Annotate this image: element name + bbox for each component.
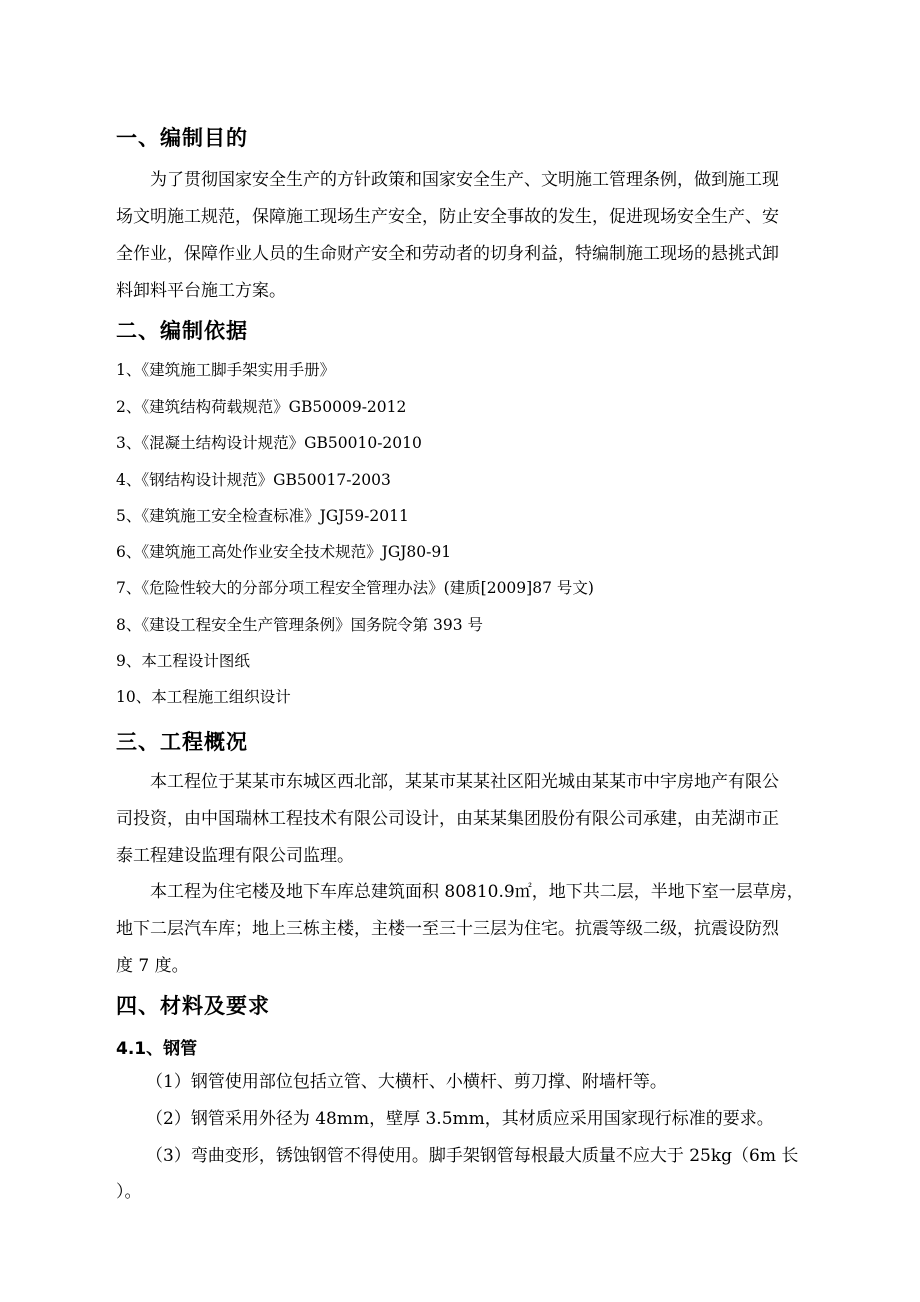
list-item: 8、《建设工程安全生产管理条例》国务院令第 393 号 bbox=[116, 616, 484, 634]
list-item: （3）弯曲变形，锈蚀钢管不得使用。脚手架钢管每根最大质量不应大于 25kg（6m 长 bbox=[146, 1146, 799, 1166]
list-item: 4、《钢结构设计规范》GB50017-2003 bbox=[116, 471, 391, 489]
list-item: 3、《混凝土结构设计规范》GB50010-2010 bbox=[116, 434, 422, 452]
section-heading-basis: 二、编制依据 bbox=[116, 319, 248, 343]
section-heading-purpose: 一、编制目的 bbox=[116, 126, 248, 150]
paragraph-line: 料卸料平台施工方案。 bbox=[116, 281, 286, 301]
section-heading-materials: 四、材料及要求 bbox=[116, 994, 270, 1018]
paragraph-line: 司投资，由中国瑞林工程技术有限公司设计，由某某集团股份有限公司承建，由芜湖市正 bbox=[116, 809, 779, 829]
paragraph-line: 全作业，保障作业人员的生命财产安全和劳动者的切身利益，特编制施工现场的悬挑式卸 bbox=[116, 244, 779, 264]
list-item: 9、本工程设计图纸 bbox=[116, 652, 250, 670]
paragraph-line: 场文明施工规范，保障施工现场生产安全，防止安全事故的发生，促进现场安全生产、安 bbox=[116, 207, 779, 227]
paragraph-line: 度 7 度。 bbox=[116, 956, 189, 976]
list-item: （1）钢管使用部位包括立管、大横杆、小横杆、剪刀撑、附墙杆等。 bbox=[146, 1072, 667, 1092]
paragraph-line: 本工程位于某某市东城区西北部，某某市某某社区阳光城由某某市中宇房地产有限公 bbox=[150, 772, 779, 792]
list-item: 6、《建筑施工高处作业安全技术规范》JGJ80-91 bbox=[116, 543, 452, 561]
paragraph-line: 地下二层汽车库；地上三栋主楼，主楼一至三十三层为住宅。抗震等级二级，抗震设防烈 bbox=[116, 919, 779, 939]
subsection-heading-steel-pipe: 4.1、钢管 bbox=[116, 1039, 198, 1059]
section-heading-overview: 三、工程概况 bbox=[116, 730, 248, 754]
list-item: 7、《危险性较大的分部分项工程安全管理办法》(建质[2009]87 号文) bbox=[116, 579, 594, 597]
list-item: 2、《建筑结构荷载规范》GB50009-2012 bbox=[116, 398, 407, 416]
paragraph-line: 为了贯彻国家安全生产的方针政策和国家安全生产、文明施工管理条例，做到施工现 bbox=[150, 170, 779, 190]
list-item: （2）钢管采用外径为 48mm，壁厚 3.5mm，其材质应采用国家现行标准的要求。 bbox=[146, 1109, 774, 1129]
list-item: ）。 bbox=[116, 1182, 142, 1202]
paragraph-line: 泰工程建设监理有限公司监理。 bbox=[116, 846, 354, 866]
list-item: 10、本工程施工组织设计 bbox=[116, 688, 291, 706]
list-item: 1、《建筑施工脚手架实用手册》 bbox=[116, 361, 336, 379]
list-item: 5、《建筑施工安全检查标准》JGJ59-2011 bbox=[116, 507, 409, 525]
paragraph-line: 本工程为住宅楼及地下车库总建筑面积 80810.9㎡，地下共二层，半地下室一层草房， bbox=[150, 882, 804, 902]
